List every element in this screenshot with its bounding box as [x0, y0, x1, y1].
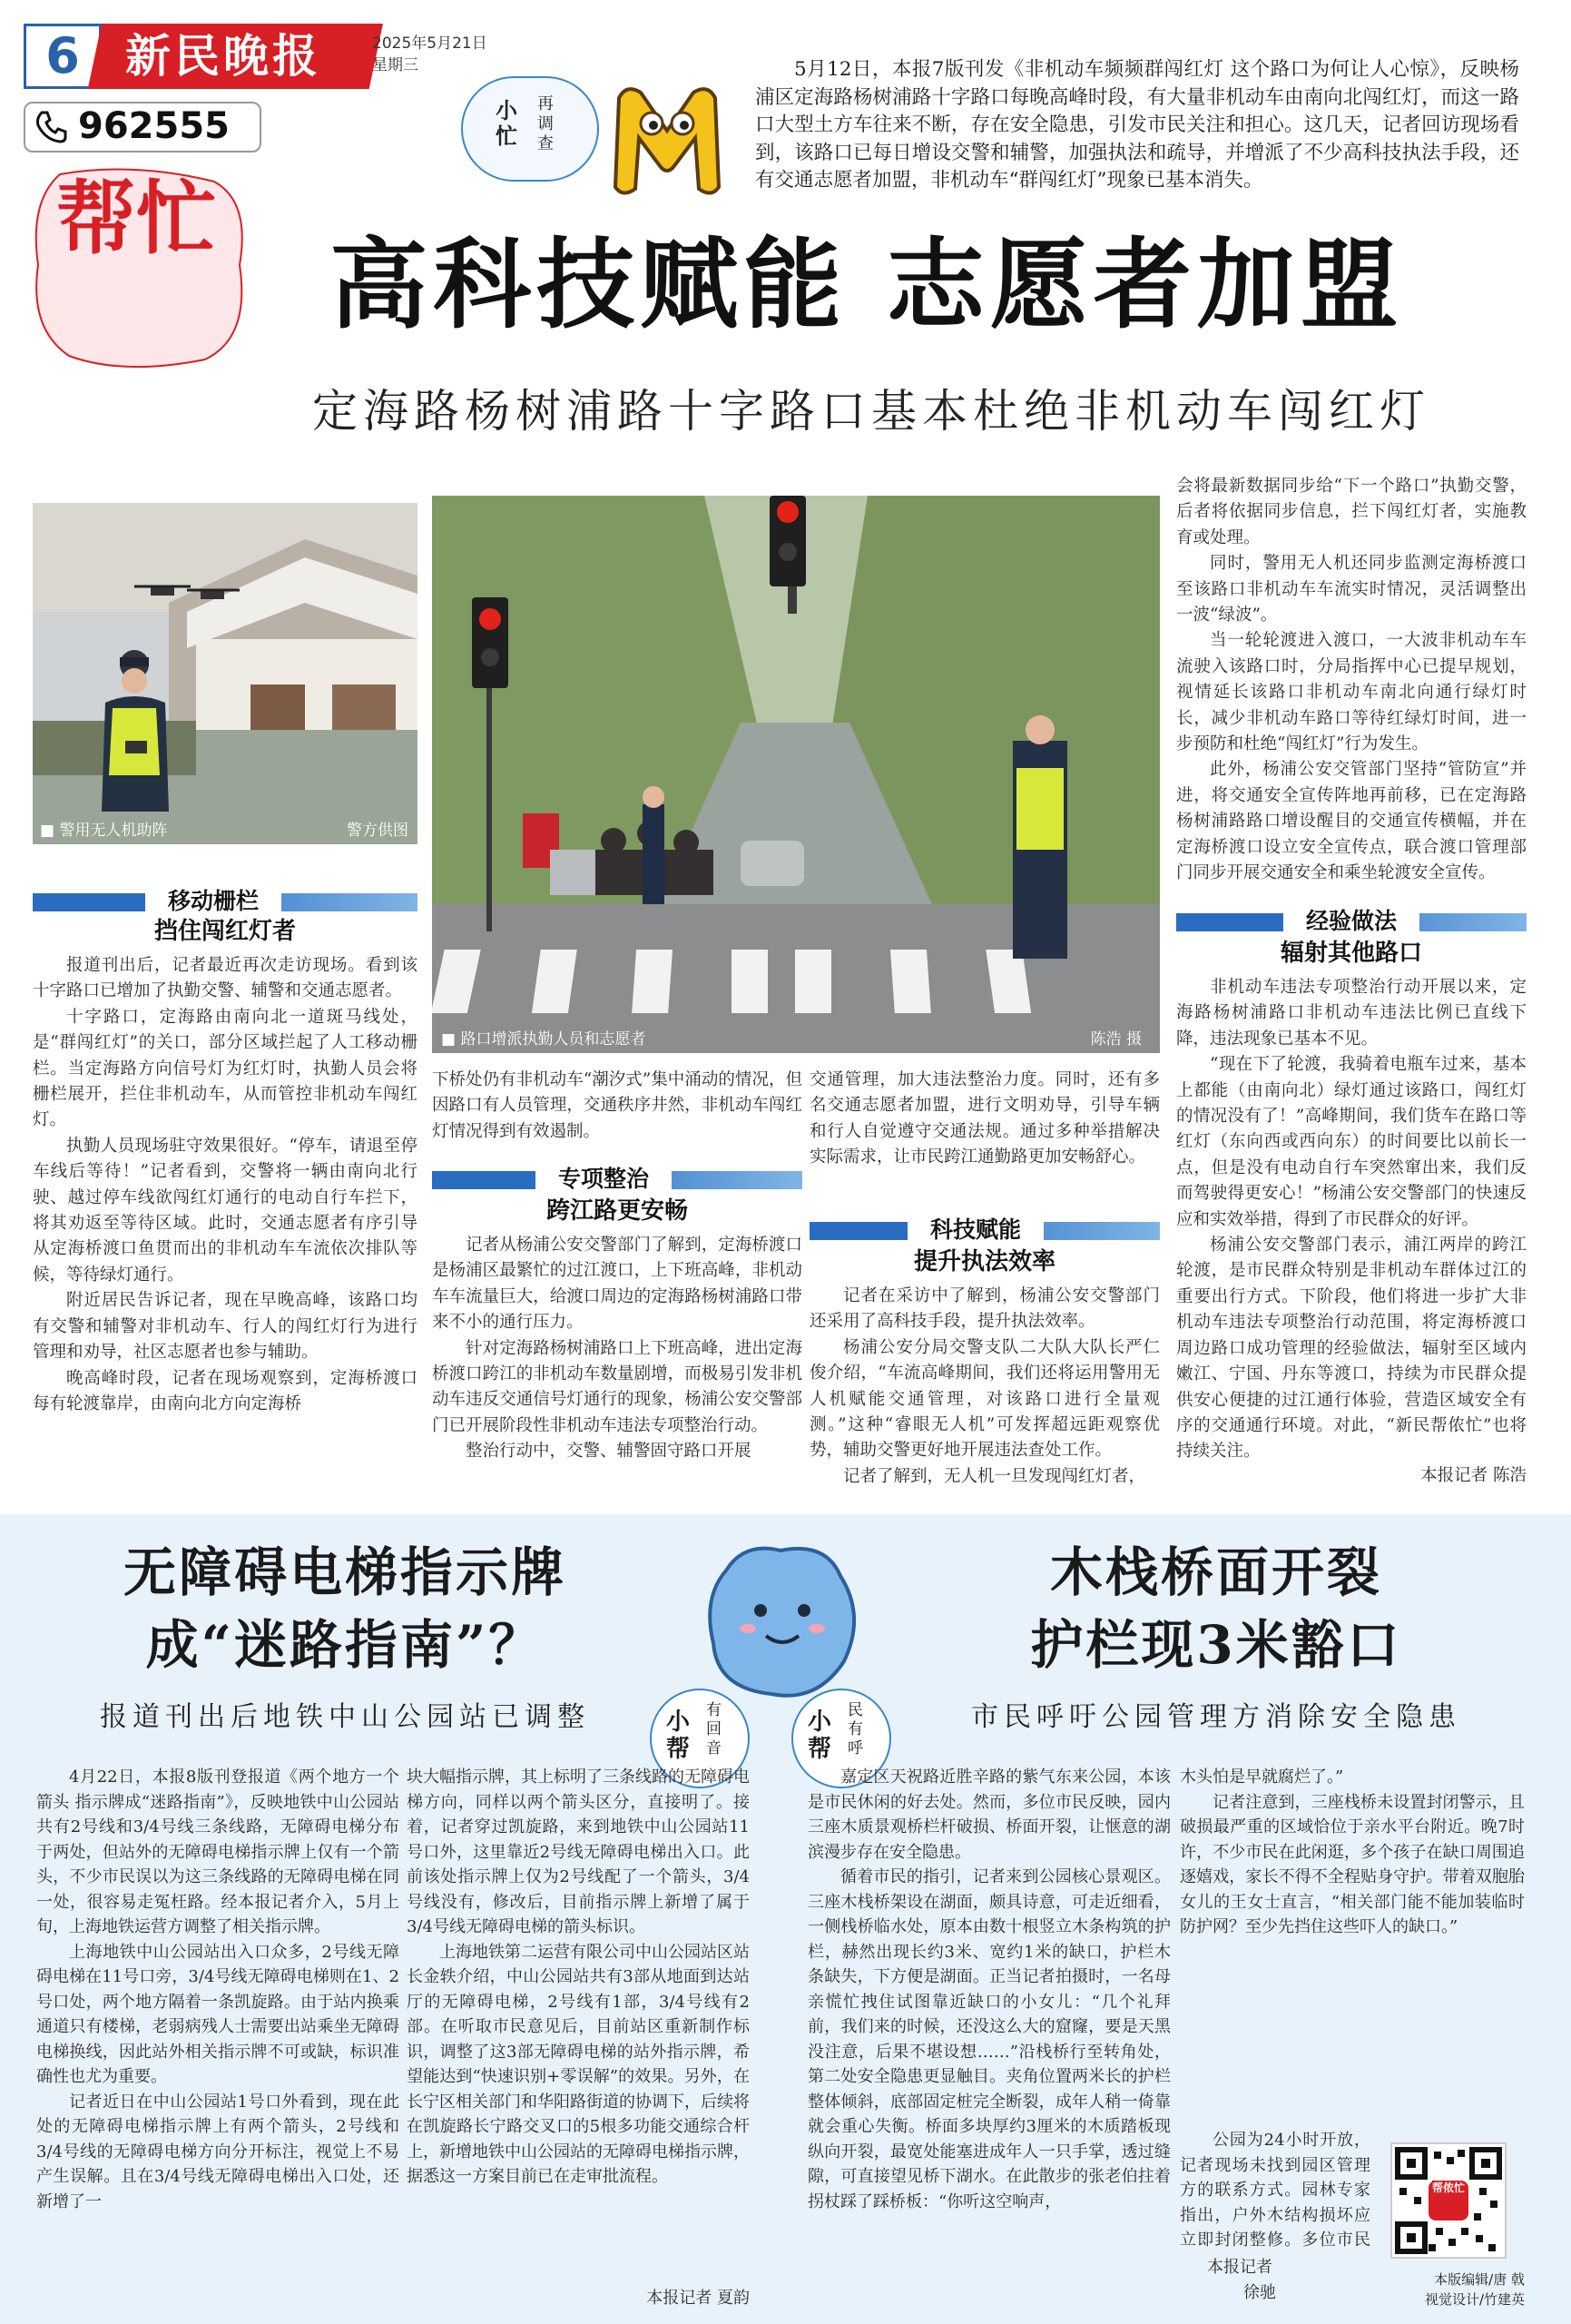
story3-byline — [1207, 2255, 1352, 2305]
drone-photo-caption: ■ 警用无人机助阵 — [40, 822, 168, 840]
story3-badge-tag: 民有呼 — [848, 1701, 863, 1758]
section2-para-3: 整治行动中，交警、辅警固守路口开展 — [466, 1442, 751, 1462]
section2-title: 专项整治 — [535, 1166, 672, 1193]
story2-headline-line1: 无障碍电梯指示牌 — [123, 1541, 566, 1603]
story2-para-4: 块大幅指示牌，其上标明了三条线路的无障碍电梯方向，同样以两个箭头区分，直接明了。接着，记者穿过凯旋路，来到地铁中山公园站11号口外，这里靠近2号线无障碍电梯出入口。此前该处指示牌上仅为2号线配了一个箭头，3/4号线没有，修改后，目前指示牌上新增了属于3/4号线无障碍电梯的箭头标识。 — [407, 1768, 750, 1936]
story2-column1 — [36, 1765, 399, 2309]
section1-title: 移动栅栏 — [145, 888, 281, 915]
masthead-brand: 新民晚报 — [125, 29, 321, 83]
story2-subhead: 报道刊出后地铁中山公园站已调整 — [100, 1701, 590, 1733]
intersection-photo-caption: ■ 路口增派执勤人员和志愿者 — [441, 1030, 646, 1049]
column3-continuation-text: 交通管理，加大违法整治力度。同时，还有多名交通志愿者加盟，进行文明劝导，引导车辆和行人自觉遵守交通法规。通过多种举措解决实际需求，让市民跨江通勤路更加安畅舒心。 — [810, 1070, 1160, 1167]
section1-body — [33, 953, 417, 1484]
section4-para-1: 非机动车违法专项整治行动开展以来，定海路杨树浦路口非机动车违法比例已直线下降，违法现象已基本不见。 — [1176, 978, 1527, 1049]
section1-para-3: 执勤人员现场驻守效果很好。“停车，请退至停车线后等待！”记者看到，交警将一辆由南向北行驶、越过停车线欲闯红灯通行的电动自行车拦下，将其劝返至等待区域。此时，交通志愿者有序引导从定海桥渡口鱼贯而出的非机动车车流依次排队等候，等待绿灯通行。 — [33, 1136, 417, 1285]
story3-para-4: 记者注意到，三座栈桥未设置封闭警示，且破损最严重的区域恰位于亲水平台附近。晚7时许，不少市民在此闲逛，多个孩子在缺口周围追逐嬉戏，家长不得不全程贴身守护。带着双胞胎女儿的王女士直言，“相关部门能不能加装临时防护网？至少先挡住这些吓人的缺口。” — [1180, 1792, 1525, 1936]
section1-para-2: 十字路口，定海路由南向北一道斑马线处，是“群闯红灯”的关口，部分区域拦起了人工移动栅栏。当定海路方向信号灯为红灯时，执勤人员会将栅栏展开，拦住非机动车，从而管控非机动车闯红灯。 — [33, 1007, 417, 1130]
story3-badge-name: 小帮 — [808, 1709, 832, 1763]
section2-subtitle: 跨江路更安畅 — [545, 1197, 688, 1225]
column3-continuation — [810, 1068, 1160, 1222]
story2-para-2: 上海地铁中山公园站出入口众多，2号线无障碍电梯在11号口旁，3/4号线无障碍电梯则在1、2号口处，两个地方隔着一条凯旋路。由于站内换乘通道只有楼梯，老弱病残人士需要出站乘坐无障碍电梯换线，因此站外相关指示牌不可或缺，标识准确性也尤为重要。 — [36, 1942, 399, 2086]
section-badge-text: 帮忙 — [55, 171, 216, 265]
section3-body — [810, 1284, 1160, 1487]
phone-icon — [33, 109, 69, 145]
section1-subtitle: 挡住闯红灯者 — [153, 918, 296, 945]
section3-subtitle: 提升执法效率 — [913, 1248, 1056, 1275]
story3-subhead: 市民呼吁公园管理方消除安全隐患 — [971, 1701, 1461, 1733]
qr-logo: 帮侬忙 — [1429, 2181, 1468, 2221]
story2-para-1: 4月22日，本报8版刊登报道《两个地方一个箭头 指示牌成“迷路指南”》，反映地铁中山公园站共有2号线和3/4号线三条线路，无障碍电梯分布于两处，但站外的无障碍电梯指示牌上仅有一个箭头，不少市民误以为这三条线路的无障碍电梯在同一处，很容易走冤枉路。经本报记者介入，5月上旬，上海地铁运营方调整了相关指示牌。 — [36, 1768, 399, 1936]
story2-para-5: 上海地铁第二运营有限公司中山公园站区站长金轶介绍，中山公园站共有3部从地面到达站厅的无障碍电梯，2号线有1部，3/4号线有2部。在听取市民意见后，目前站区重新制作标识，调整了这3部无障碍电梯的站外指示牌，希望能达到“快速识别+零误解”的效果。另外，在长宁区相关部门和华阳路街道的协调下，后续将在凯旋路长宁路交叉口的5根多功能交通综合杆上，新增地铁中山公园站的无障碍电梯指示牌，据悉这一方案目前已在走审批流程。 — [407, 1942, 750, 2186]
section4-para-3: 杨浦公安交警部门表示，浦江两岸的跨江轮渡，是市民群众特别是非机动车群体过江的重要出行方式。下阶段，他们将进一步扩大非机动车违法专项整治行动范围，将定海桥渡口周边路口成功管理的经验做法，辐射至区域内嫩江、宁国、丹东等渡口，持续为市民群众提供安心便捷的过江通行体验，营造区域安全有序的交通通行环境。对此，“新民帮侬忙”也将持续关注。 — [1176, 1236, 1527, 1462]
issue-date: 2025年5月21日 星期三 — [372, 34, 487, 74]
story2-headline-line2: 成“迷路指南”？ — [145, 1614, 545, 1676]
story2-para-3: 记者近日在中山公园站1号口外看到，现在此处的无障碍电梯指示牌上有两个箭头，2号线和3/4号线的无障碍电梯方向分开标注，视觉上不易产生误解。且在3/4号线无障碍电梯出入口处，还新增了一 — [36, 2092, 399, 2211]
xiaomang-name: 小忙 — [496, 97, 517, 149]
story2-column2 — [407, 1765, 750, 2288]
lead-paragraph: 5月12日，本报7版刊发《非机动车频频群闯红灯 这个路口为何让人心惊》，反映杨浦区定海路杨树浦路十字路口每晚高峰时段，有大量非机动车由南向北闯红灯，而这一路口大型土方车往来不断，存在安全隐患，引发市民关注和担心。这几天，记者回访现场看到，该路口已每日增设交警和辅警，加强执法和疏导，并增派了不少高科技执法手段，还有交通志愿者加盟，非机动车“群闯红灯”现象已基本消失。 — [755, 58, 1519, 192]
story3-headline-line1: 木栈桥面开裂 — [1049, 1541, 1382, 1603]
column4-body — [1176, 474, 1527, 890]
story3-byline-label: 本报记者 — [1207, 2258, 1272, 2277]
section1-para-5: 晚高峰时段，记者在现场观察到，定海桥渡口每有轮渡靠岸，由南向北方向定海桥 — [33, 1368, 417, 1413]
drone-photo-illustration — [33, 503, 417, 844]
intersection-photo-credit: 陈浩 摄 — [1090, 1030, 1142, 1049]
story3-column2-tail — [1180, 2128, 1370, 2255]
main-headline: 高科技赋能 志愿者加盟 — [329, 229, 1404, 342]
story3-para-2: 循着市民的指引，记者来到公园核心景观区。三座木栈桥架设在湖面，颇具诗意，可走近细看，一侧栈桥临水处，原本由数十根竖立木条构筑的护栏，赫然出现长约3米、宽约1米的缺口，护栏木条缺失，下方便是湖面。正当记者拍摄时，一名母亲慌忙拽住试图靠近缺口的小女儿：“几个礼拜前，我们来的时候，还没这么大的窟窿，要是天黑没注意，后果不堪设想……”沿栈桥行至转角处，第二处安全隐患更显触目。夹角位置两米长的护栏整体倾斜，底部固定桩完全断裂，成年人稍一倚靠就会重心失衡。桥面多块厚约3厘米的木质踏板现纵向开裂，最宽处能塞进成年人一只手掌，透过缝隙，可直接望见桥下湖水。在此散步的张老伯拄着拐杖踩了踩桥板：“你听这空响声， — [808, 1867, 1171, 2211]
section3-title: 科技赋能 — [908, 1216, 1044, 1244]
section2-para-2: 针对定海路杨树浦路口上下班高峰，进出定海桥渡口跨江的非机动车数量剧增，而极易引发非机动车违反交通信号灯通行的现象，杨浦公安交警部门已开展阶段性非机动车违法专项整治行动。 — [432, 1338, 802, 1435]
story3-para-5: 公园为24小时开放，记者现场未找到园区管理方的联系方式。园林专家指出，户外木结构损坏应立即封闭整修。多位市民 — [1180, 2131, 1370, 2250]
story3-column1 — [808, 1765, 1171, 2309]
section4-byline: 本报记者 陈浩 — [1420, 1466, 1527, 1485]
intersection-photo — [432, 496, 1160, 1053]
xiaomang-bubble — [461, 76, 599, 182]
story2-badge-tag: 有回音 — [706, 1701, 722, 1758]
section4-para-2: “现在下了轮渡，我骑着电瓶车过来，基本上都能（由南向北）绿灯通过该路口，闯红灯的情况没有了！”高峰期间，我们货车在路口等红灯（东向西或西向东）的时间要比以前长一点，但是没有电动自行车突然窜出来，我们反而驾驶得更安心！”杨浦公安交警部门的快速反应和实效举措，得到了市民群众的好评。 — [1176, 1055, 1527, 1229]
intersection-photo-illustration — [432, 496, 1160, 1053]
page-number: 6 — [24, 24, 102, 89]
story2-byline: 本报记者 夏韵 — [646, 2289, 750, 2308]
drone-photo-credit: 警方供图 — [347, 822, 408, 840]
qr-code[interactable] — [1390, 2142, 1507, 2259]
section3-para-2: 杨浦公安分局交警支队二大队大队长严仁俊介绍，“车流高峰期间，我们还将运用警用无人机赋能交通管理，对该路口进行全量观测。”这种“睿眼无人机”可发挥超远距观察优势，辅助交警更好地开展违法查处工作。 — [810, 1337, 1160, 1461]
column4-para-3: 当一轮轮渡进入渡口，一大波非机动车车流驶入该路口时，分局指挥中心已提早规划，视情延长该路口非机动车南北向通行绿灯时长，减少非机动车路口等待红绿灯时间，进一步预防和杜绝“闯红灯”行为发生。 — [1176, 631, 1527, 754]
story3-column2 — [1180, 1765, 1525, 2128]
drone-photo — [33, 503, 417, 844]
column2-continuation — [432, 1068, 802, 1167]
mascot-face-icon — [690, 1534, 871, 1707]
column4-para-4: 此外，杨浦公安交管部门坚持“管防宣”并进，将交通安全宣传阵地再前移，已在定海路杨树浦路路口增设醒目的交通宣传横幅，并在定海桥渡口设立安全宣传点，联合渡口管理部门同步开展交通安全和乘坐轮渡安全宣传。 — [1176, 760, 1527, 883]
section3-para-1: 记者在采访中了解到，杨浦公安交警部门还采用了高科技手段，提升执法效率。 — [810, 1286, 1160, 1332]
section3-para-3: 记者了解到，无人机一旦发现闯红灯者， — [843, 1466, 1146, 1486]
mascot-m-icon — [599, 71, 735, 207]
main-subheadline: 定海路杨树浦路十字路口基本杜绝非机动车闯红灯 — [312, 385, 1430, 438]
story3-headline-line2: 护栏现3米豁口 — [1030, 1614, 1402, 1676]
section4-body — [1176, 975, 1527, 1465]
section2-para-1: 记者从杨浦公安交警部门了解到，定海桥渡口是杨浦区最繁忙的过江渡口，上下班高峰，非机动车车流量巨大，给渡口周边的定海路杨树浦路口带来不小的通行压力。 — [432, 1236, 802, 1333]
section1-para-1: 报道刊出后，记者最近再次走访现场。看到该十字路口已增加了执勤交警、辅警和交通志愿者。 — [33, 956, 417, 1001]
xiaomang-tag: 再调查 — [537, 94, 554, 153]
page-designer: 视觉设计/竹建英 — [1424, 2291, 1525, 2308]
story3-para-1: 嘉定区天祝路近胜辛路的紫气东来公园，本该是市民休闲的好去处。然而，多位市民反映，园内三座木质景观桥栏杆破损、桥面开裂，让惬意的湖滨漫步存在安全隐患。 — [808, 1768, 1171, 1862]
story2-badge-name: 小帮 — [666, 1709, 691, 1763]
hotline-number: 962555 — [78, 105, 230, 147]
story3-byline-name: 徐驰 — [1243, 2282, 1276, 2302]
column2-continuation-text: 下桥处仍有非机动车“潮汐式”集中涌动的情况，但因路口有人员管理，交通秩序井然，非机动车闯红灯情况得到有效遏制。 — [432, 1070, 802, 1141]
section4-subtitle: 辐射其他路口 — [1280, 940, 1422, 967]
page-credits — [1361, 2270, 1525, 2309]
section1-para-4: 附近居民告诉记者，现在早晚高峰，该路口均有交警和辅警对非机动车、行人的闯红灯行为进行管理和劝导，社区志愿者也参与辅助。 — [33, 1291, 417, 1363]
page-editor: 本版编辑/唐 戟 — [1434, 2271, 1525, 2288]
column4-para-1: 会将最新数据同步给“下一个路口”执勤交警，后者将依据同步信息，拦下闯红灯者，实施教育或处理。 — [1176, 477, 1527, 547]
column4-para-2: 同时，警用无人机还同步监测定海桥渡口至该路口非机动车车流实时情况，灵活调整出一波“绿波”。 — [1176, 554, 1527, 625]
section4-title: 经验做法 — [1283, 908, 1419, 935]
story3-para-3: 木头怕是早就腐烂了。” — [1180, 1768, 1344, 1787]
section2-body — [432, 1233, 802, 1487]
